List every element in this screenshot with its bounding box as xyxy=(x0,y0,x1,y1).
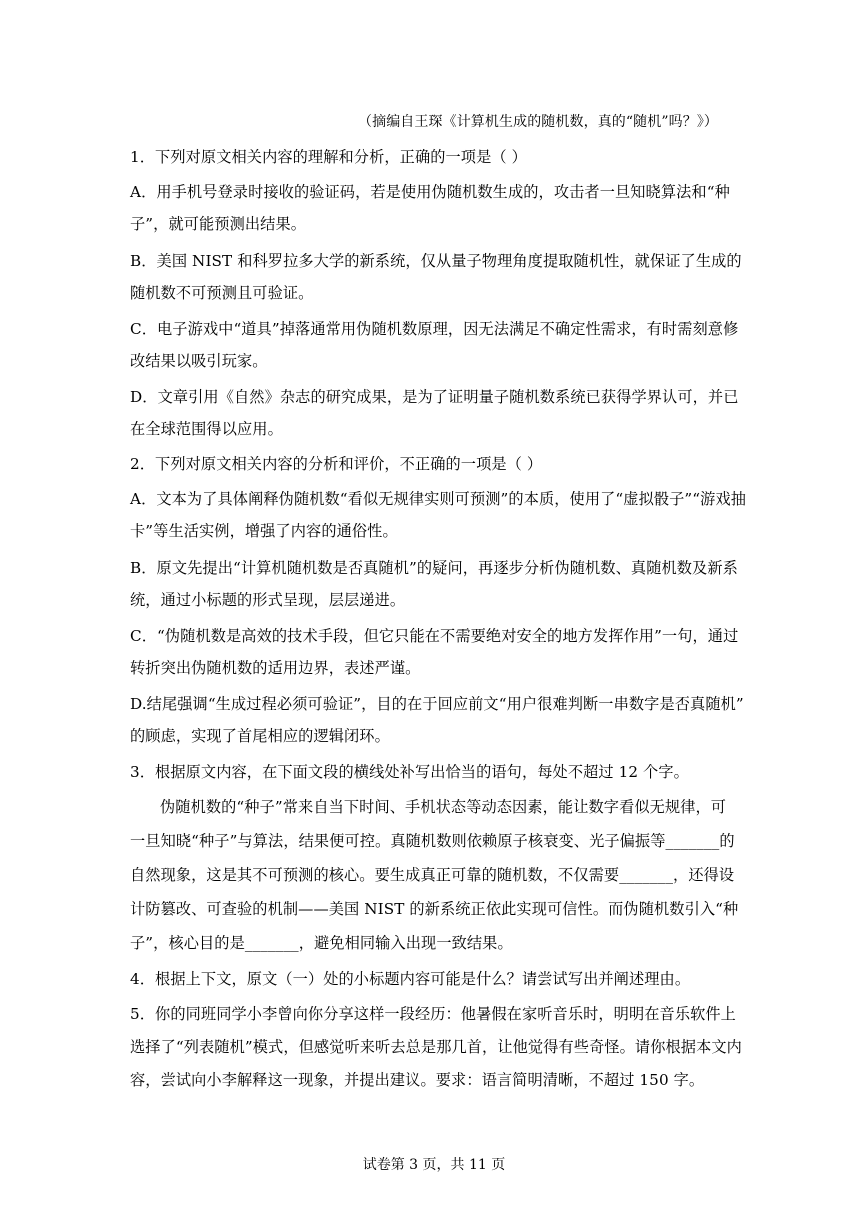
question-5-line-1: 5．你的同班同学小李曾向你分享这样一段经历：他暑假在家听音乐时，明明在音乐软件上 xyxy=(130,1005,736,1023)
question-1-option-b-line-1: B．美国 NIST 和科罗拉多大学的新系统，仅从量子物理角度提取随机性，就保证了生成的 xyxy=(130,252,742,270)
question-5-line-3: 容，尝试向小李解释这一现象，并提出建议。要求：语言简明清晰，不超过 150 字。 xyxy=(130,1071,705,1089)
question-1-option-c-line-2: 改结果以吸引玩家。 xyxy=(130,352,268,370)
question-3-passage-line-3: 自然现象，这是其不可预测的核心。要生成真正可靠的随机数，不仅需要_______，还得设 xyxy=(130,866,735,884)
question-2-option-b-line-2: 统，通过小标题的形式呈现，层层递进。 xyxy=(130,591,406,609)
question-2-option-c-line-2: 转折突出伪随机数的适用边界，表述严谨。 xyxy=(130,659,421,677)
question-3-passage-line-1: 伪随机数的“种子”常来自当下时间、手机状态等动态因素，能让数字看似无规律，可 xyxy=(160,798,727,816)
question-3-passage-line-4: 计防篡改、可查验的机制——美国 NIST 的新系统正依此实现可信性。而伪随机数引入“种 xyxy=(130,900,739,918)
question-2-option-a-line-1: A．文本为了具体阐释伪随机数“看似无规律实则可预测”的本质，使用了“虚拟骰子”“游戏抽 xyxy=(130,490,747,508)
question-3-passage-line-5: 子”，核心目的是_______，避免相同输入出现一致结果。 xyxy=(130,934,513,952)
question-2-option-b-line-1: B．原文先提出“计算机随机数是否真随机”的疑问，再逐步分析伪随机数、真随机数及新系 xyxy=(130,559,738,577)
source-citation: （摘编自王琛《计算机生成的随机数，真的“随机”吗？》） xyxy=(358,114,719,130)
question-2-option-d-line-1: D.结尾强调“生成过程必须可验证”，目的在于回应前文“用户很难判断一串数字是否真随机” xyxy=(130,695,744,713)
page-footer: 试卷第 3 页，共 11 页 xyxy=(362,1157,506,1173)
question-1-option-d-line-2: 在全球范围得以应用。 xyxy=(130,420,283,438)
question-1-option-b-line-2: 随机数不可预测且可验证。 xyxy=(130,284,314,302)
question-2-stem: 2．下列对原文相关内容的分析和评价，不正确的一项是（ ） xyxy=(130,455,543,473)
question-2-option-d-line-2: 的顾虑，实现了首尾相应的逻辑闭环。 xyxy=(130,727,390,745)
question-3-stem: 3．根据原文内容，在下面文段的横线处补写出恰当的语句，每处不超过 12 个字。 xyxy=(130,763,689,781)
question-5-line-2: 选择了“列表随机”模式，但感觉听来听去总是那几首，让他觉得有些奇怪。请你根据本文内 xyxy=(130,1038,742,1056)
question-1-option-a-line-2: 子”，就可能预测出结果。 xyxy=(130,215,307,233)
question-1-option-d-line-1: D．文章引用《自然》杂志的研究成果，是为了证明量子随机数系统已获得学界认可，并已 xyxy=(130,388,739,406)
question-1-option-c-line-1: C．电子游戏中“道具”掉落通常用伪随机数原理，因无法满足不确定性需求，有时需刻意修 xyxy=(130,320,739,338)
question-2-option-c-line-1: C．“伪随机数是高效的技术手段，但它只能在不需要绝对安全的地方发挥作用”一句，通过 xyxy=(130,627,739,645)
question-4-stem: 4．根据上下文，原文（一）处的小标题内容可能是什么？请尝试写出并阐述理由。 xyxy=(130,970,691,988)
question-3-passage-line-2: 一旦知晓“种子”与算法，结果便可控。真随机数则依赖原子核衰变、光子偏振等_______的 xyxy=(130,832,735,850)
question-1-option-a-line-1: A．用手机号登录时接收的验证码，若是使用伪随机数生成的，攻击者一旦知晓算法和“种 xyxy=(130,183,730,201)
question-2-option-a-line-2: 卡”等生活实例，增强了内容的通俗性。 xyxy=(130,522,398,540)
question-1-stem: 1．下列对原文相关内容的理解和分析，正确的一项是（ ） xyxy=(130,148,527,166)
